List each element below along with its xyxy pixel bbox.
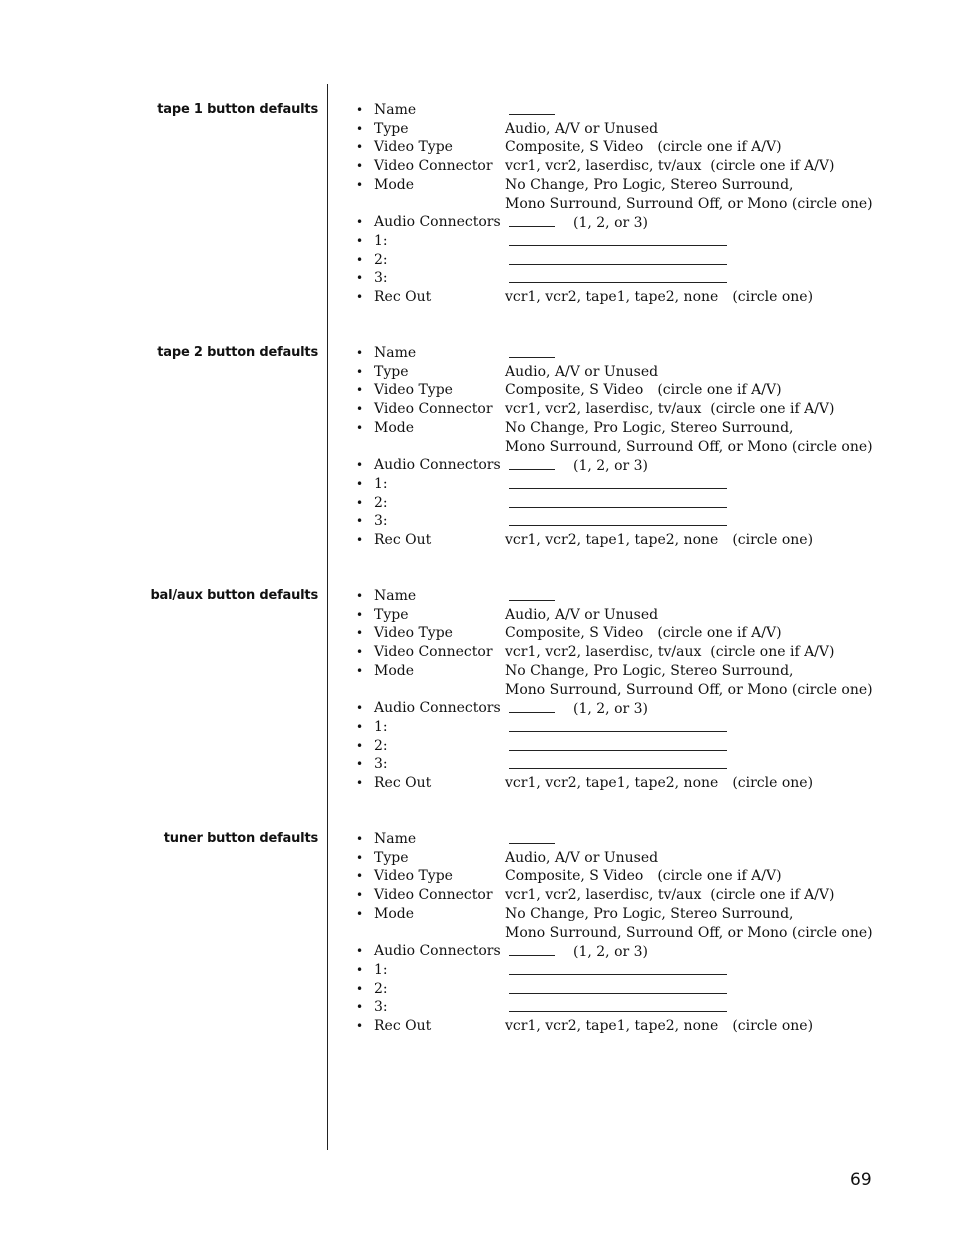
connector-3-wrap bbox=[505, 512, 727, 532]
bullet: • bbox=[356, 589, 364, 603]
field-type bbox=[0, 363, 954, 382]
connector-1-blank[interactable] bbox=[509, 961, 727, 975]
video-type-note: (circle one if A/V) bbox=[657, 868, 782, 885]
video-connector-note: (circle one if A/V) bbox=[710, 887, 835, 904]
field-audio-connectors bbox=[0, 213, 954, 232]
bullet: • bbox=[356, 252, 364, 267]
type-value: Audio, A/V or Unused bbox=[505, 363, 659, 380]
field-rec-out bbox=[0, 1017, 954, 1036]
field-type bbox=[0, 849, 954, 868]
audio-connectors-blank[interactable] bbox=[509, 942, 555, 956]
video-connector-label: Video Connector bbox=[374, 401, 493, 418]
rec-out-value: vcr1, vcr2, tape1, tape2, none bbox=[505, 532, 719, 548]
rec-out-label: Rec Out bbox=[374, 289, 432, 305]
bullet: • bbox=[356, 663, 364, 678]
audio-connectors-wrap bbox=[505, 699, 648, 719]
bullet: • bbox=[356, 364, 364, 379]
rec-out-note: (circle one) bbox=[732, 532, 814, 548]
bullet: • bbox=[356, 944, 364, 959]
field-connector-1 bbox=[0, 961, 954, 980]
audio-connectors-label: Audio Connectors bbox=[374, 457, 501, 474]
rec-out-note: (circle one) bbox=[732, 1018, 814, 1034]
field-rec-out bbox=[0, 531, 954, 550]
field-mode bbox=[0, 419, 954, 438]
type-label: Type bbox=[374, 363, 409, 380]
bullet: • bbox=[356, 626, 364, 641]
video-type-note: (circle one if A/V) bbox=[657, 139, 782, 156]
field-video-connector bbox=[0, 400, 954, 419]
field-connector-3 bbox=[0, 269, 954, 288]
field-video-type bbox=[0, 381, 954, 400]
audio-connectors-note: (1, 2, or 3) bbox=[573, 458, 649, 475]
connector-1-label: 1: bbox=[374, 475, 388, 492]
connector-3-label: 3: bbox=[374, 999, 388, 1016]
field-connector-2 bbox=[0, 251, 954, 270]
bullet: • bbox=[356, 701, 364, 716]
video-type-value: Composite, S Video bbox=[505, 868, 644, 885]
connector-3-wrap bbox=[505, 998, 727, 1018]
rec-out-value-wrap bbox=[505, 288, 813, 307]
mode-value-line-1: No Change, Pro Logic, Stereo Surround, bbox=[505, 419, 794, 436]
bullet: • bbox=[356, 981, 364, 996]
bullet: • bbox=[356, 719, 364, 734]
rec-out-value: vcr1, vcr2, tape1, tape2, none bbox=[505, 1018, 719, 1034]
bullet: • bbox=[356, 177, 364, 192]
connector-2-label: 2: bbox=[374, 737, 388, 754]
field-connector-1 bbox=[0, 718, 954, 737]
field-connector-2 bbox=[0, 980, 954, 999]
name-label: Name bbox=[374, 831, 417, 847]
connector-3-label: 3: bbox=[374, 756, 388, 773]
video-type-value: Composite, S Video bbox=[505, 625, 644, 642]
audio-connectors-note: (1, 2, or 3) bbox=[573, 701, 649, 718]
bullet: • bbox=[356, 458, 364, 473]
video-connector-note: (circle one if A/V) bbox=[710, 644, 835, 661]
mode-value-line-1: No Change, Pro Logic, Stereo Surround, bbox=[505, 662, 794, 679]
video-type-label: Video Type bbox=[374, 625, 453, 642]
connector-3-blank[interactable] bbox=[509, 512, 727, 526]
bullet: • bbox=[356, 869, 364, 884]
video-type-label: Video Type bbox=[374, 868, 453, 885]
connector-1-label: 1: bbox=[374, 718, 388, 735]
video-connector-label: Video Connector bbox=[374, 158, 493, 175]
bullet: • bbox=[356, 215, 364, 230]
name-blank-wrap bbox=[505, 101, 555, 121]
field-video-type bbox=[0, 138, 954, 157]
connector-2-blank[interactable] bbox=[509, 494, 727, 508]
video-connector-value: vcr1, vcr2, laserdisc, tv/aux bbox=[505, 401, 702, 418]
video-connector-label: Video Connector bbox=[374, 887, 493, 904]
field-video-connector bbox=[0, 157, 954, 176]
field-video-connector bbox=[0, 643, 954, 662]
field-mode-cont bbox=[0, 681, 954, 700]
connector-1-wrap bbox=[505, 718, 727, 738]
field-name bbox=[0, 101, 954, 120]
video-type-label: Video Type bbox=[374, 382, 453, 399]
mode-value-line-2: Mono Surround, Surround Off, or Mono (circle one) bbox=[505, 924, 873, 941]
rec-out-value: vcr1, vcr2, tape1, tape2, none bbox=[505, 775, 719, 791]
bullet: • bbox=[356, 476, 364, 491]
name-blank-wrap bbox=[505, 344, 555, 364]
video-connector-value-wrap bbox=[505, 400, 835, 419]
connector-2-label: 2: bbox=[374, 494, 388, 511]
connector-1-label: 1: bbox=[374, 232, 388, 249]
field-connector-2 bbox=[0, 494, 954, 513]
rec-out-label: Rec Out bbox=[374, 532, 432, 548]
field-type bbox=[0, 606, 954, 625]
video-connector-note: (circle one if A/V) bbox=[710, 401, 835, 418]
name-label: Name bbox=[374, 102, 417, 118]
connector-1-blank[interactable] bbox=[509, 475, 727, 489]
bullet: • bbox=[356, 346, 364, 360]
connector-1-wrap bbox=[505, 475, 727, 495]
mode-value-line-1: No Change, Pro Logic, Stereo Surround, bbox=[505, 905, 794, 922]
connector-1-label: 1: bbox=[374, 961, 388, 978]
audio-connectors-label: Audio Connectors bbox=[374, 214, 501, 231]
type-label: Type bbox=[374, 849, 409, 866]
rec-out-value-wrap bbox=[505, 774, 813, 793]
section-title: tape 2 button defaults bbox=[157, 345, 318, 360]
bullet: • bbox=[356, 776, 364, 790]
video-type-value-wrap bbox=[505, 624, 782, 643]
mode-value-line-1: No Change, Pro Logic, Stereo Surround, bbox=[505, 176, 794, 193]
field-mode-cont bbox=[0, 438, 954, 457]
name-blank[interactable] bbox=[509, 587, 555, 601]
connector-2-label: 2: bbox=[374, 251, 388, 268]
rec-out-label: Rec Out bbox=[374, 775, 432, 791]
bullet: • bbox=[356, 159, 364, 174]
rec-out-value-wrap bbox=[505, 1017, 813, 1036]
rec-out-value-wrap bbox=[505, 531, 813, 550]
type-value: Audio, A/V or Unused bbox=[505, 120, 659, 137]
video-type-label: Video Type bbox=[374, 139, 453, 156]
connector-3-label: 3: bbox=[374, 513, 388, 530]
field-audio-connectors bbox=[0, 699, 954, 718]
field-video-connector bbox=[0, 886, 954, 905]
type-label: Type bbox=[374, 120, 409, 137]
video-type-value-wrap bbox=[505, 381, 782, 400]
field-audio-connectors bbox=[0, 942, 954, 961]
name-blank-wrap bbox=[505, 830, 555, 850]
bullet: • bbox=[356, 1019, 364, 1033]
field-connector-3 bbox=[0, 512, 954, 531]
bullet: • bbox=[356, 607, 364, 622]
bullet: • bbox=[356, 140, 364, 155]
bullet: • bbox=[356, 832, 364, 846]
bullet: • bbox=[356, 962, 364, 977]
rec-out-note: (circle one) bbox=[732, 289, 814, 305]
bullet: • bbox=[356, 383, 364, 398]
section-title: bal/aux button defaults bbox=[150, 588, 318, 603]
field-mode bbox=[0, 905, 954, 924]
video-connector-label: Video Connector bbox=[374, 644, 493, 661]
audio-connectors-wrap bbox=[505, 213, 648, 233]
field-rec-out bbox=[0, 774, 954, 793]
audio-connectors-note: (1, 2, or 3) bbox=[573, 215, 649, 232]
field-name bbox=[0, 830, 954, 849]
audio-connectors-blank[interactable] bbox=[509, 213, 555, 227]
video-type-value-wrap bbox=[505, 138, 782, 157]
video-connector-value: vcr1, vcr2, laserdisc, tv/aux bbox=[505, 644, 702, 661]
connector-2-wrap bbox=[505, 251, 727, 271]
bullet: • bbox=[356, 757, 364, 772]
field-mode-cont bbox=[0, 924, 954, 943]
connector-3-label: 3: bbox=[374, 270, 388, 287]
connector-3-blank[interactable] bbox=[509, 755, 727, 769]
connector-1-wrap bbox=[505, 961, 727, 981]
name-blank[interactable] bbox=[509, 101, 555, 115]
field-video-type bbox=[0, 624, 954, 643]
connector-3-blank[interactable] bbox=[509, 998, 727, 1012]
field-name bbox=[0, 344, 954, 363]
rec-out-note: (circle one) bbox=[732, 775, 814, 791]
field-name bbox=[0, 587, 954, 606]
bullet: • bbox=[356, 290, 364, 304]
field-connector-1 bbox=[0, 475, 954, 494]
audio-connectors-wrap bbox=[505, 942, 648, 962]
field-connector-2 bbox=[0, 737, 954, 756]
audio-connectors-blank[interactable] bbox=[509, 699, 555, 713]
connector-3-blank[interactable] bbox=[509, 269, 727, 283]
rec-out-value: vcr1, vcr2, tape1, tape2, none bbox=[505, 289, 719, 305]
bullet: • bbox=[356, 121, 364, 136]
connector-2-wrap bbox=[505, 494, 727, 514]
bullet: • bbox=[356, 402, 364, 417]
name-label: Name bbox=[374, 588, 417, 604]
section-title: tuner button defaults bbox=[163, 831, 318, 846]
section-title: tape 1 button defaults bbox=[157, 102, 318, 117]
bullet: • bbox=[356, 420, 364, 435]
video-type-note: (circle one if A/V) bbox=[657, 382, 782, 399]
audio-connectors-label: Audio Connectors bbox=[374, 700, 501, 717]
audio-connectors-wrap bbox=[505, 456, 648, 476]
field-connector-1 bbox=[0, 232, 954, 251]
audio-connectors-label: Audio Connectors bbox=[374, 943, 501, 960]
connector-1-blank[interactable] bbox=[509, 232, 727, 246]
field-audio-connectors bbox=[0, 456, 954, 475]
video-connector-note: (circle one if A/V) bbox=[710, 158, 835, 175]
connector-3-wrap bbox=[505, 269, 727, 289]
audio-connectors-note: (1, 2, or 3) bbox=[573, 944, 649, 961]
video-type-value-wrap bbox=[505, 867, 782, 886]
mode-label: Mode bbox=[374, 176, 415, 193]
audio-connectors-blank[interactable] bbox=[509, 456, 555, 470]
mode-label: Mode bbox=[374, 662, 415, 679]
bullet: • bbox=[356, 738, 364, 753]
field-mode bbox=[0, 176, 954, 195]
rec-out-label: Rec Out bbox=[374, 1018, 432, 1034]
video-connector-value-wrap bbox=[505, 643, 835, 662]
field-mode bbox=[0, 662, 954, 681]
video-type-value: Composite, S Video bbox=[505, 382, 644, 399]
connector-2-wrap bbox=[505, 737, 727, 757]
field-video-type bbox=[0, 867, 954, 886]
mode-value-line-2: Mono Surround, Surround Off, or Mono (circle one) bbox=[505, 681, 873, 698]
mode-value-line-2: Mono Surround, Surround Off, or Mono (circle one) bbox=[505, 195, 873, 212]
type-label: Type bbox=[374, 606, 409, 623]
bullet: • bbox=[356, 1000, 364, 1015]
bullet: • bbox=[356, 850, 364, 865]
connector-1-wrap bbox=[505, 232, 727, 252]
mode-label: Mode bbox=[374, 419, 415, 436]
connector-2-blank[interactable] bbox=[509, 251, 727, 265]
name-blank[interactable] bbox=[509, 344, 555, 358]
bullet: • bbox=[356, 888, 364, 903]
connector-2-label: 2: bbox=[374, 980, 388, 997]
bullet: • bbox=[356, 103, 364, 117]
bullet: • bbox=[356, 271, 364, 286]
bullet: • bbox=[356, 533, 364, 547]
type-value: Audio, A/V or Unused bbox=[505, 606, 659, 623]
connector-1-blank[interactable] bbox=[509, 718, 727, 732]
video-connector-value: vcr1, vcr2, laserdisc, tv/aux bbox=[505, 158, 702, 175]
type-value: Audio, A/V or Unused bbox=[505, 849, 659, 866]
mode-label: Mode bbox=[374, 905, 415, 922]
bullet: • bbox=[356, 514, 364, 529]
bullet: • bbox=[356, 233, 364, 248]
bullet: • bbox=[356, 906, 364, 921]
video-type-note: (circle one if A/V) bbox=[657, 625, 782, 642]
name-blank[interactable] bbox=[509, 830, 555, 844]
field-connector-3 bbox=[0, 755, 954, 774]
field-rec-out bbox=[0, 288, 954, 307]
connector-3-wrap bbox=[505, 755, 727, 775]
field-type bbox=[0, 120, 954, 139]
name-blank-wrap bbox=[505, 587, 555, 607]
video-type-value: Composite, S Video bbox=[505, 139, 644, 156]
field-connector-3 bbox=[0, 998, 954, 1017]
video-connector-value: vcr1, vcr2, laserdisc, tv/aux bbox=[505, 887, 702, 904]
bullet: • bbox=[356, 645, 364, 660]
video-connector-value-wrap bbox=[505, 157, 835, 176]
bullet: • bbox=[356, 495, 364, 510]
page-number: 69 bbox=[850, 1170, 872, 1190]
name-label: Name bbox=[374, 345, 417, 361]
connector-2-wrap bbox=[505, 980, 727, 1000]
connector-2-blank[interactable] bbox=[509, 737, 727, 751]
mode-value-line-2: Mono Surround, Surround Off, or Mono (circle one) bbox=[505, 438, 873, 455]
field-mode-cont bbox=[0, 195, 954, 214]
connector-2-blank[interactable] bbox=[509, 980, 727, 994]
video-connector-value-wrap bbox=[505, 886, 835, 905]
